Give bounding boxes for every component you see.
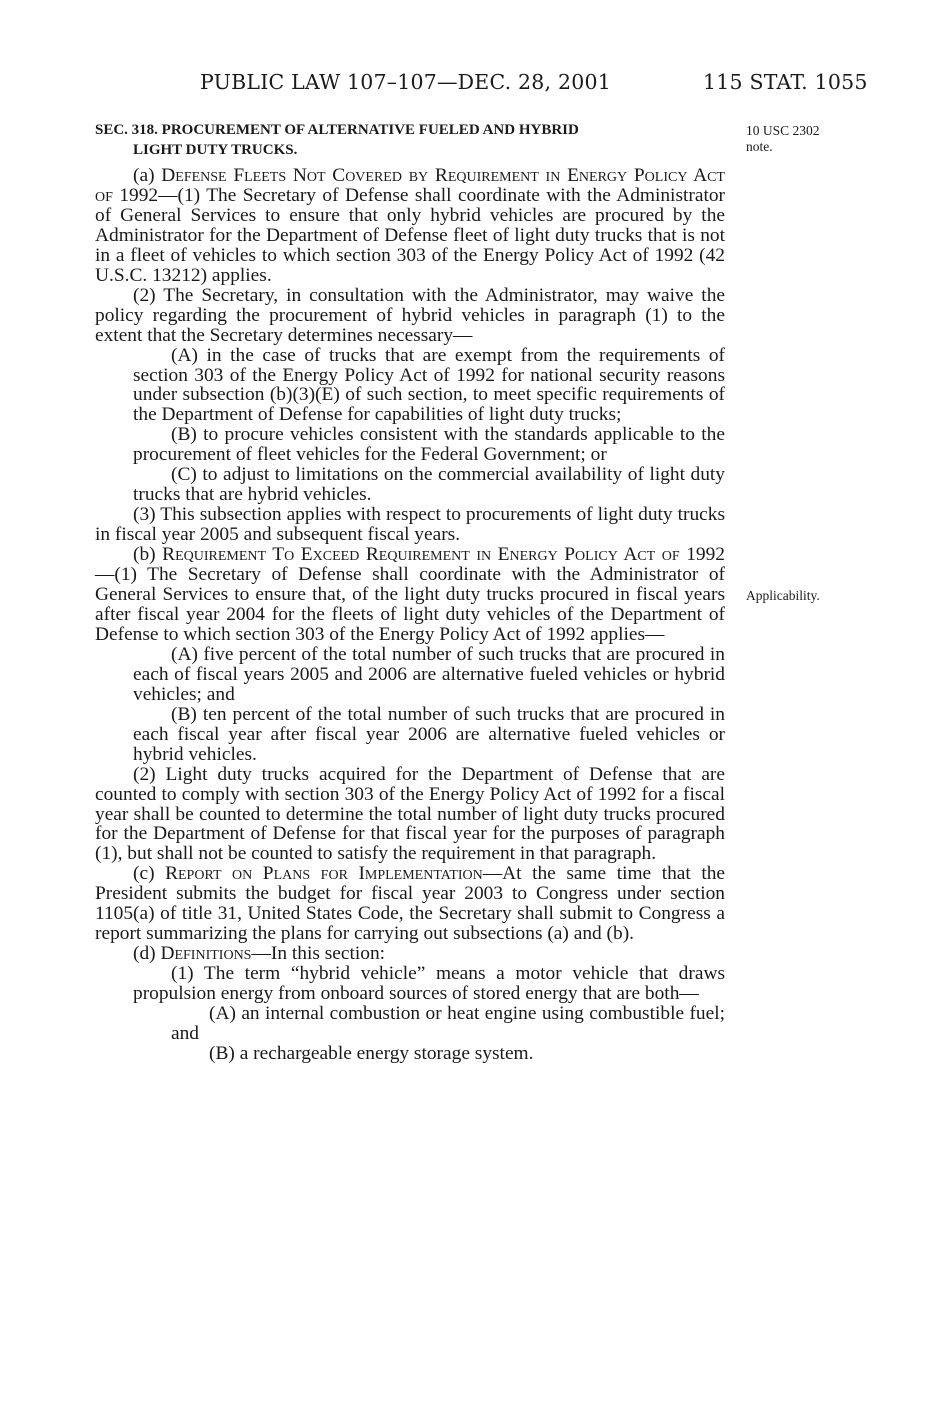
section-heading (95, 120, 725, 160)
subsection-d-intro (95, 944, 725, 964)
subsection-d-heading: Definitions (160, 943, 252, 965)
margin-note-applicability: Applicability. (746, 588, 820, 603)
section-body (95, 166, 725, 1064)
subsection-d-paragraph-1A: (A) an internal combustion or heat engine using combustible fuel; and (171, 1003, 725, 1044)
subsection-b-paragraph-2: (2) Light duty trucks acquired for the Department of Defense that are counted to comply with section 303 of the Energy Policy Act of 1992 for a fiscal year shall be counted to determine the total number of light duty trucks procured for the Department of Defense for that fiscal year for the purposes of paragraph (1), but shall not be counted to satisfy the requirement in that paragraph. (95, 763, 725, 865)
subsection-a-label: (a) (133, 165, 162, 186)
subsection-a-text-1: —(1) The Secretary of Defense shall coordinate with the Administrator of General Services to ensure that only hybrid vehicles are procured by the Administrator for the Department of Defense fleet of light duty trucks that is not in a fleet of vehicles to which section 303 of the Energy Policy Act of 1992 (42 U.S.C. 13212) applies. (95, 184, 725, 286)
subsection-c-text: —At the same time that the President submits the budget for fiscal year 2003 to Congress under section 1105(a) of title 31, United States Code, the Secretary shall submit to Congress a report summarizing the plans for carrying out subsections (a) and (b). (95, 863, 726, 945)
subsection-b-heading: Requirement To Exceed Requirement in Energy Policy Act of 1992 (162, 544, 725, 566)
subsection-c-paragraph (95, 864, 725, 944)
subsection-a-paragraph-2A: (A) in the case of trucks that are exempt from the requirements of section 303 of the Energy Policy Act of 1992 for national security reasons under subsection (b)(3)(E) of such section, to meet specific requirements of the Department of Defense for capabilities of light duty trucks; (133, 344, 725, 426)
subsection-a-paragraph-2B: (B) to procure vehicles consistent with the standards applicable to the procurement of fleet vehicles for the Federal Government; or (133, 424, 725, 466)
subsection-d-paragraph-1: (1) The term “hybrid vehicle” means a motor vehicle that draws propulsion energy from onboard sources of stored energy that are both— (133, 963, 725, 1005)
subsection-a-paragraph-3: (3) This subsection applies with respect to procurements of light duty trucks in fiscal year 2005 and subsequent fiscal years. (95, 504, 725, 546)
section-heading-line1: SEC. 318. PROCUREMENT OF ALTERNATIVE FUELED AND HYBRID (95, 122, 579, 138)
running-header-left: PUBLIC LAW 107–107—DEC. 28, 2001 (200, 70, 611, 94)
subsection-a-paragraph-2C: (C) to adjust to limitations on the commercial availability of light duty trucks that are hybrid vehicles. (133, 464, 725, 506)
page-number-header: 115 STAT. 1055 (703, 70, 868, 94)
subsection-a-heading: Defense Fleets Not Covered by Requirement in Energy Policy Act of 1992 (95, 165, 725, 206)
margin-note-usc (746, 123, 820, 155)
subsection-b-text-1: —(1) The Secretary of Defense shall coordinate with the Administrator of General Services to ensure that, of the light duty trucks procured in fiscal years after fiscal year 2004 for the fleets of light duty vehicles of the Department of Defense to which section 303 of the Energy Policy Act of 1992 applies— (95, 564, 725, 645)
subsection-a-paragraph-1 (95, 166, 725, 286)
subsection-b-label: (b) (133, 544, 163, 566)
subsection-d-intro-text: —In this section: (251, 943, 386, 965)
margin-note-usc-line1: 10 USC 2302 (746, 123, 820, 138)
subsection-b-paragraph-1 (95, 545, 725, 645)
subsection-c-label: (c) (133, 863, 166, 885)
margin-note-usc-line2: note. (746, 139, 773, 154)
subsection-a-paragraph-2: (2) The Secretary, in consultation with the Administrator, may waive the policy regarding the procurement of hybrid vehicles in paragraph (1) to the extent that the Secretary determines necessary— (95, 284, 725, 346)
subsection-b-paragraph-1A: (A) five percent of the total number of such trucks that are procured in each of fiscal years 2005 and 2006 are alternative fueled vehicles or hybrid vehicles; and (133, 643, 725, 705)
subsection-d-paragraph-1B: (B) a rechargeable energy storage system. (209, 1042, 534, 1064)
subsection-b-paragraph-1B: (B) ten percent of the total number of such trucks that are procured in each fiscal year after fiscal year 2006 are alternative fueled vehicles or hybrid vehicles. (133, 703, 725, 765)
section-heading-line2: LIGHT DUTY TRUCKS. (133, 142, 298, 158)
subsection-c-heading: Report on Plans for Implementation (165, 863, 483, 885)
subsection-d-label: (d) (133, 943, 161, 965)
